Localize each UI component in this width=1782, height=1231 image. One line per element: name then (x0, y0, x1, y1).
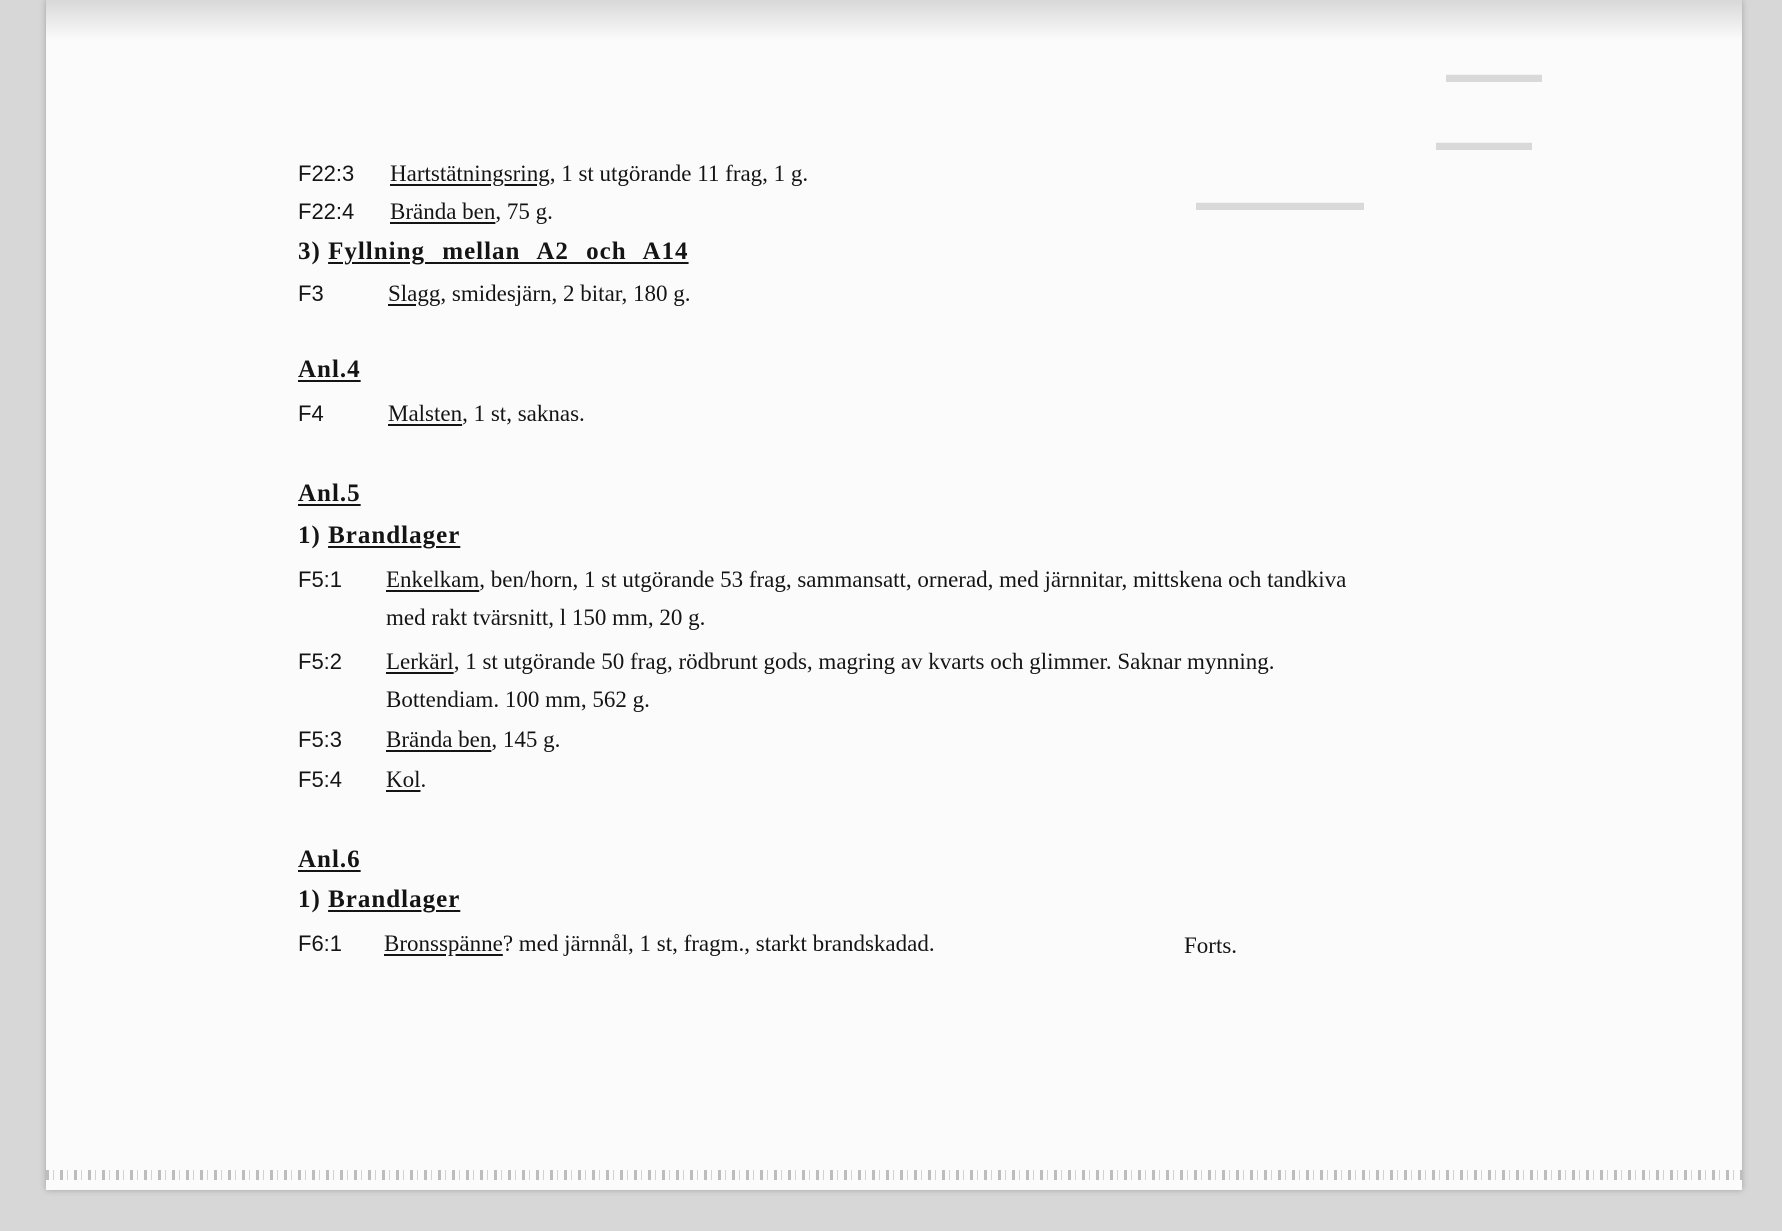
find-id: F5:3 (298, 727, 343, 752)
find-item: Enkelkam (386, 567, 480, 592)
feature-title: Anl.5 (298, 480, 361, 507)
find-item: Brända ben (386, 727, 492, 752)
find-item: Hartstätningsring (390, 161, 550, 186)
section-number: 3) (298, 238, 321, 265)
find-description: , 1 st utgörande 50 frag, rödbrunt gods, magring av kvarts och glimmer. Saknar mynning. (453, 649, 1275, 674)
find-entry (388, 400, 585, 428)
section-title: Fyllning mellan A2 och A14 (328, 238, 689, 265)
document-page (46, 0, 1742, 1190)
section-number: 1) (298, 886, 321, 913)
section-title: Brandlager (328, 886, 461, 913)
find-description: , 75 g. (495, 199, 553, 224)
find-description: , ben/horn, 1 st utgörande 53 frag, sammansatt, ornerad, med järnnitar, mittskena och tandkiva (479, 567, 1347, 592)
find-description: , smidesjärn, 2 bitar, 180 g. (440, 281, 691, 306)
scan-edge-noise (46, 1170, 1742, 1180)
find-entry (386, 566, 1346, 594)
find-id: F4 (298, 401, 324, 426)
find-description: , 1 st, saknas. (462, 401, 585, 426)
find-entry (390, 198, 553, 226)
find-id: F22:3 (298, 161, 355, 186)
section-heading (298, 238, 689, 266)
find-entry (388, 280, 691, 308)
find-item: Kol (386, 767, 421, 792)
find-item: Bronsspänne (384, 931, 503, 956)
find-id: F5:1 (298, 567, 343, 592)
scan-shadow (46, 0, 1742, 40)
find-description: ? med järnnål, 1 st, fragm., starkt brandskadad. (502, 931, 935, 956)
find-id: F5:2 (298, 649, 343, 674)
find-item: Lerkärl (386, 649, 454, 674)
feature-title: Anl.6 (298, 846, 361, 873)
find-id: F5:4 (298, 767, 343, 792)
continued-note: Forts. (1184, 933, 1238, 958)
find-entry (386, 766, 426, 794)
section-heading (298, 886, 460, 914)
find-item: Brända ben (390, 199, 496, 224)
find-id: F6:1 (298, 931, 343, 956)
find-description: , 1 st utgörande 11 frag, 1 g. (549, 161, 809, 186)
find-description: , 145 g. (491, 727, 561, 752)
find-entry (386, 726, 560, 754)
feature-heading (298, 846, 361, 874)
feature-heading (298, 356, 361, 384)
feature-title: Anl.4 (298, 356, 361, 383)
find-description: . (420, 767, 427, 792)
find-item: Slagg (388, 281, 441, 306)
find-entry (384, 930, 935, 958)
find-id: F3 (298, 281, 324, 306)
section-number: 1) (298, 522, 321, 549)
section-heading (298, 522, 460, 550)
find-entry (386, 648, 1275, 676)
bleed-through-mark: ▬▬▬▬ (1446, 62, 1542, 88)
bleed-through-mark: ▬▬▬▬▬▬▬ (1196, 190, 1364, 216)
bleed-through-mark: ▬▬▬▬ (1436, 130, 1532, 156)
find-entry (390, 160, 808, 188)
find-description-continued: Bottendiam. 100 mm, 562 g. (386, 687, 650, 712)
find-description-continued: med rakt tvärsnitt, l 150 mm, 20 g. (386, 605, 706, 630)
find-item: Malsten (388, 401, 463, 426)
find-id: F22:4 (298, 199, 355, 224)
section-title: Brandlager (328, 522, 461, 549)
feature-heading (298, 480, 361, 508)
